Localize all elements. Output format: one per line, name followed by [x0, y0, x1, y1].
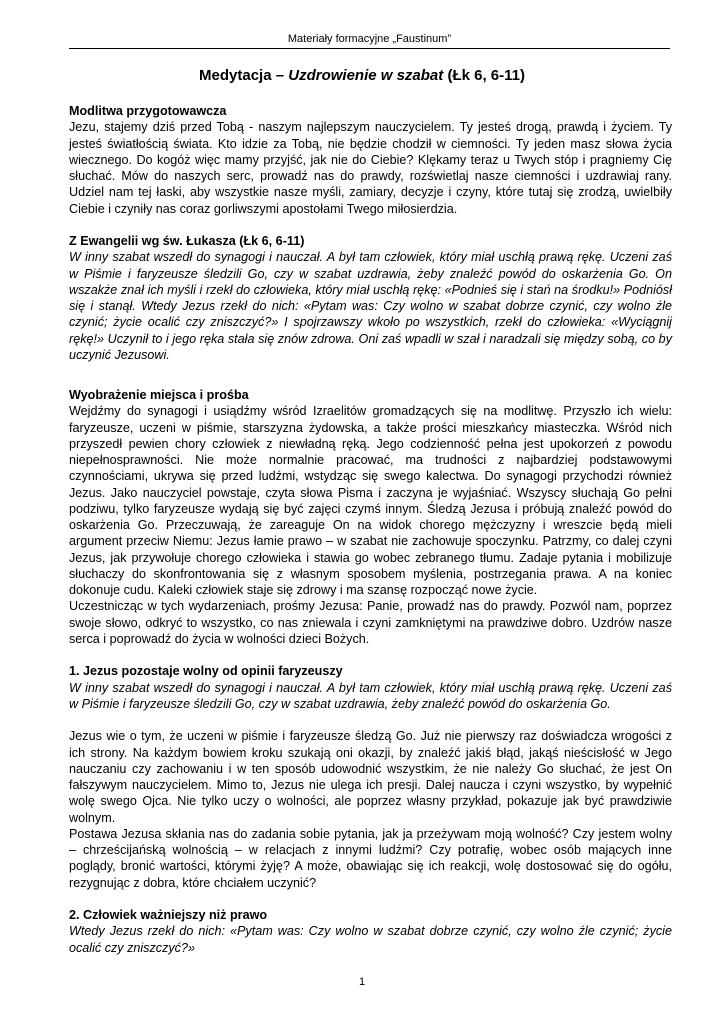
section-heading-prayer: Modlitwa przygotowawcza [69, 104, 227, 118]
section-heading-gospel: Z Ewangelii wg św. Łukasza (Łk 6, 6-11) [69, 234, 305, 248]
paragraph: Jezus wie o tym, że uczeni w piśmie i faryzeusze śledzą Go. Już nie pierwszy raz doświadcza wrogości z ich strony. Na każdym bowiem kroku szukają oni okazji, by znaleźć jakiś błąd, jakąś nieścisłość w Jego nauczaniu czy zachowaniu i w ten sposób udowodnić wszystkim, że nie należy Go słuchać, że jest On fałszywym nauczycielem. Mimo to, Jezus nie ulega ich presji. Dalej naucza i czyni wszystko, by wypełnić wolę swego Ojca. Nie tylko uczy o wolności, ale poprzez własny przykład, pokazuje jak być prawdziwie wolnym. [69, 729, 672, 825]
paragraph: Jezu, stajemy dziś przed Tobą - naszym najlepszym nauczycielem. Ty jesteś drogą, prawdą i życiem. Ty jesteś światłością świata. Kto idzie za Tobą, nie będzie chodził w ciemności. Ty jeden masz słowa życia wiecznego. Do kogóż więc mamy przyjść, jak nie do Ciebie? Klękamy teraz u Twych stóp i pragniemy Cię słuchać. Mów do naszych serc, prowadź nas do prawdy, rozświetlaj nasze ciemności i uzdrawiaj rany. Udziel nam tej łaski, aby wszystkie nasze myśli, zamiary, decyzje i czyny, które tutaj się zrodzą, uwielbiły Ciebie i czyniły nas coraz gorliwszymi apostołami Twego miłosierdzia. [69, 120, 672, 216]
section-heading-imagination: Wyobrażenie miejsca i prośba [69, 388, 249, 402]
scripture-quote: W inny szabat wszedł do synagogi i nauczał. A był tam człowiek, który miał uschłą prawą rękę. Uczeni zaś w Piśmie i faryzeusze śledzili Go, czy w szabat uzdrawia, żeby znaleźć powód do oskarżenia Go. [69, 680, 672, 711]
scripture-quote: Wtedy Jezus rzekł do nich: «Pytam was: Czy wolno w szabat dobrze czynić, czy wolno źle czynić; życie ocalić czy zniszczyć?» [69, 924, 672, 955]
paragraph: Wejdźmy do synagogi i usiądźmy wśród Izraelitów gromadzących się na modlitwę. Przyszło ich wielu: faryzeusze, uczeni w piśmie, starszyzna żydowska, a także prości mieszkańcy miasteczka. Wśród nich przyszedł pewien chory człowiek z niewładną ręką. Jego codzienność pełna jest upokorzeń z powodu niepełnosprawności. Nie może normalnie pracować, ma trudności z najbardziej podstawowymi czynnościami, ukrywa się przed ludźmi, wstydząc się swego kalectwa. Do synagogi przychodzi również Jezus. Jako nauczyciel powstaje, czyta słowa Pisma i zaczyna je wyjaśniać. Wszyscy słuchają Go pełni podziwu, tylko faryzeusze wydają się być zajęci czymś innym. Śledzą Jezusa i próbują znaleźć powód do oskarżenia Go. Przeczuwają, że zareaguje On na widok chorego mężczyzny i wreszcie będą mieli argument przeciw Niemu: Jezus łamie prawo – w szabat nie zachowuje spoczynku. Patrzmy, co dalej czyni Jezus, jak przywołuje chorego człowieka i stawia go wobec zebranego tłumu. Zadaje pytania i mobilizuje słuchaczy do skonfrontowania się z własnym sposobem myślenia, postrzegania prawa. A na koniec dokonuje cudu. Kaleki człowiek staje się zdrowy i ma szansę rozpocząć nowe życie. [69, 404, 672, 597]
section-heading-point-2: 2. Człowiek ważniejszy niż prawo [69, 908, 268, 922]
gospel-quote: W inny szabat wszedł do synagogi i nauczał. A był tam człowiek, który miał uschłą prawą rękę. Uczeni zaś w Piśmie i faryzeusze śledzili Go, czy w szabat uzdrawia, żeby znaleźć powód do oskarżenia Go. On wszakże znał ich myśli i rzekł do człowieka, który miał uschłą rękę: «Podnieś się i stań na środku!» Podniósł się i stanął. Wtedy Jezus rzekł do nich: «Pytam was: Czy wolno w szabat dobrze czynić, czy wolno źle czynić; życie ocalić czy zniszczyć?» I spojrzawszy wkoło po wszystkich, rzekł do człowieka: «Wyciągnij rękę!» Uczynił to i jego ręka stała się znów zdrowa. Oni zaś wpadli w szał i naradzali się między sobą, co by uczynić Jezusowi. [69, 250, 672, 362]
page-header: Materiały formacyjne „Faustinum” [69, 33, 670, 49]
document-body [69, 103, 672, 956]
section-heading-point-1: 1. Jezus pozostaje wolny od opinii faryzeuszy [69, 664, 343, 679]
page-title [0, 67, 724, 84]
title-suffix: (Łk 6, 6-11) [443, 67, 525, 84]
paragraph: Postawa Jezusa skłania nas do zadania sobie pytania, jak ja przeżywam moją wolność? Czy jestem wolny – chrześcijańską wolnością – w relacjach z innymi ludźmi? Czy potrafię, wobec osób mających inne poglądy, bronić wartości, którymi żyję? A może, obawiając się ich reakcji, wolę dostosować się do ogółu, rezygnując z dobra, które chciałem uczynić? [69, 826, 672, 890]
paragraph: Uczestnicząc w tych wydarzeniach, prośmy Jezusa: Panie, prowadź nas do prawdy. Pozwól nam, poprzez swoje słowo, odkryć to wszystko, co nas zniewala i czyni zamkniętymi na prawdziwe dobro. Uzdrów nasze serca i poprowadź do życia w wolności dzieci Bożych. [69, 599, 672, 646]
title-prefix: Medytacja – [199, 67, 289, 84]
page-number: 1 [358, 976, 366, 988]
title-italic: Uzdrowienie w szabat [288, 67, 444, 84]
